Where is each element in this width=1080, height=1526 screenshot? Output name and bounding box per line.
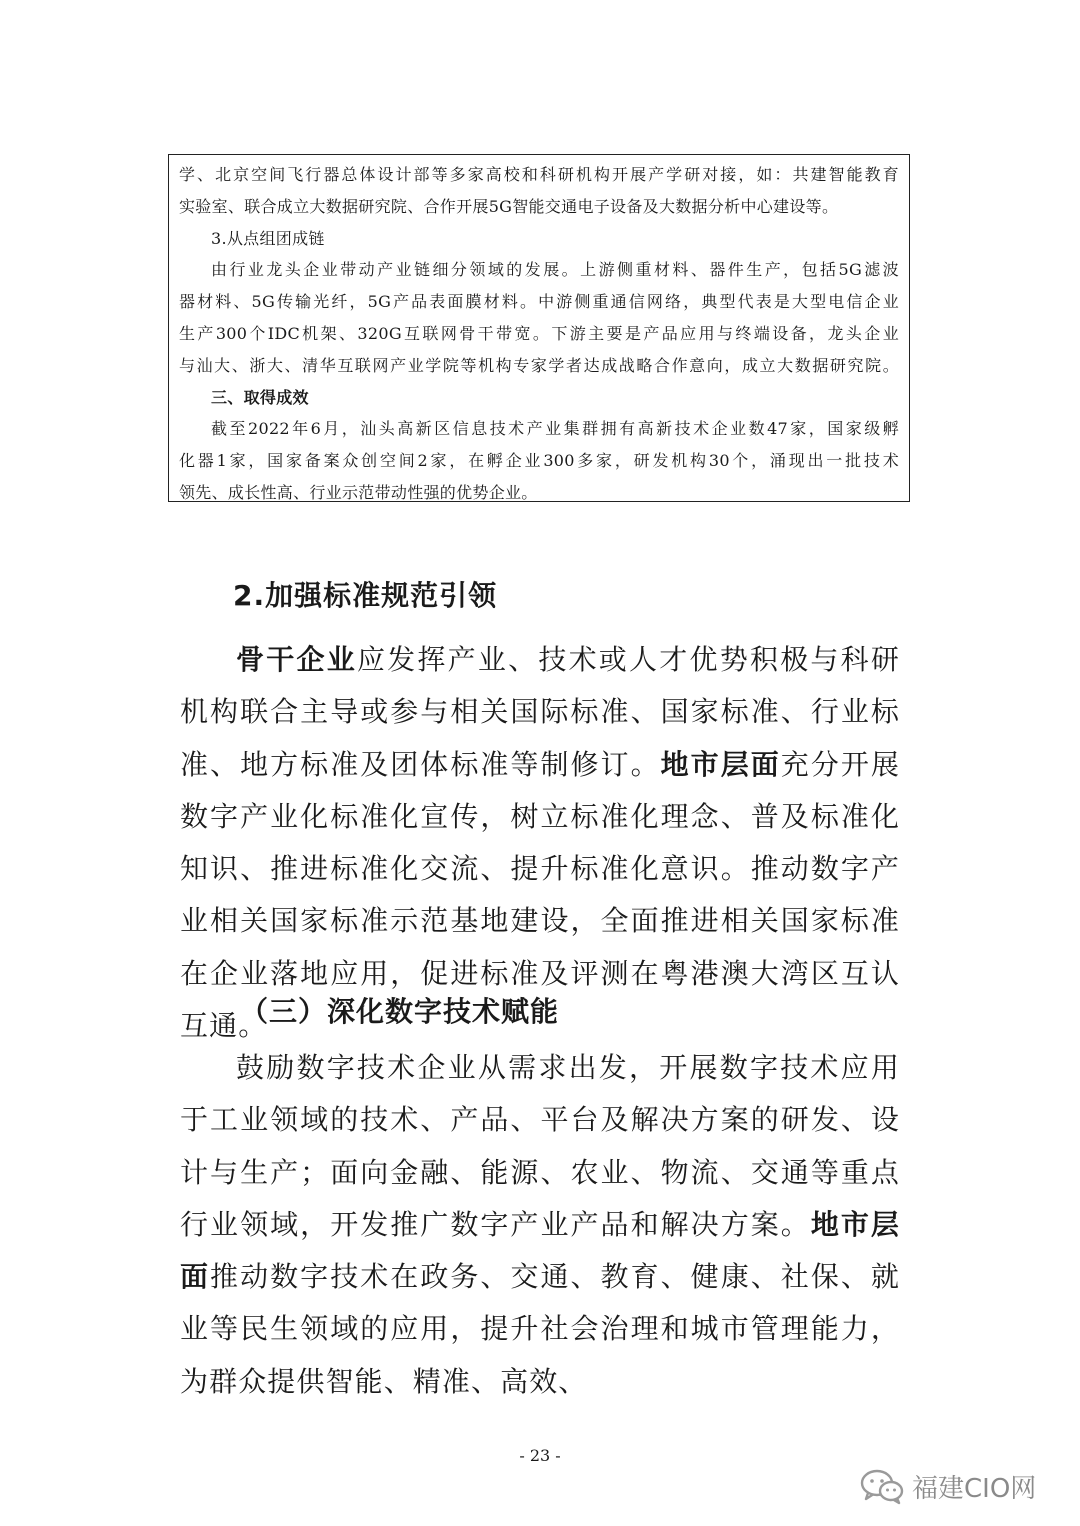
bold-lead-term: 地市层面	[660, 747, 781, 781]
section-heading-digital-tech: （三）深化数字技术赋能	[240, 995, 560, 1028]
bold-lead-term: 地市层面	[180, 1207, 900, 1294]
case-section-heading: 三、取得成效	[211, 387, 309, 407]
paragraph-text: 应发挥产业、技术或人才优势积极与科研机构联合主导或参与相关国际标准、国家标准、行业标准、地方标准及团体标准等制修订。	[180, 643, 900, 781]
digital-tech-paragraph	[180, 1042, 900, 1408]
case-subheading: 3.从点组团成链	[211, 228, 325, 248]
bold-lead-term: 骨干企业	[236, 643, 357, 676]
case-excerpt-box	[168, 154, 910, 502]
case-line: 器材料、5G传输光纤，5G产品表面膜材料。中游侧重通信网络，典型代表是大型电信企业	[179, 292, 899, 312]
paragraph-text: 充分开展数字产业化标准化宣传，树立标准化理念、普及标准化知识、推进标准化交流、提升标准化意识。推动数字产业相关国家标准示范基地建设，全面推进相关国家标准在企业落地应用，促进标准及评测在粤港澳大湾区互认互通。	[180, 747, 900, 1043]
paragraph-text: 鼓励数字技术企业从需求出发，开展数字技术应用于工业领域的技术、产品、平台及解决方案的研发、设计与生产；面向金融、能源、农业、物流、交通等重点行业领域，开发推广数字产业产品和解决方案。	[180, 1051, 900, 1241]
case-line: 由行业龙头企业带动产业链细分领域的发展。上游侧重材料、器件生产，包括5G滤波	[211, 260, 899, 280]
case-line: 截至2022年6月，汕头高新区信息技术产业集群拥有高新技术企业数47家，国家级孵	[211, 419, 899, 439]
case-line: 学、北京空间飞行器总体设计部等多家高校和科研机构开展产学研对接，如：共建智能教育	[179, 165, 899, 184]
case-line: 与汕大、浙大、清华互联网产业学院等机构专家学者达成战略合作意向，成立大数据研究院。	[179, 355, 899, 375]
page-number: - 23 -	[519, 1446, 561, 1465]
case-line: 生产300个IDC机架、320G互联网骨干带宽。下游主要是产品应用与终端设备，龙头企业	[179, 323, 899, 343]
section-heading-standards: 2.加强标准规范引领	[233, 579, 498, 612]
wechat-icon	[858, 1466, 906, 1506]
watermark	[858, 1466, 1036, 1506]
watermark-text: 福建CIO网	[912, 1473, 1037, 1504]
case-line: 领先、成长性高、行业示范带动性强的优势企业。	[179, 482, 538, 502]
case-line: 化器1家，国家备案众创空间2家，在孵企业300多家，研发机构30个，涌现出一批技术	[179, 451, 899, 471]
case-line: 实验室、联合成立大数据研究院、合作开展5G智能交通电子设备及大数据分析中心建设等。	[179, 196, 839, 216]
paragraph-text: 推动数字技术在政务、交通、教育、健康、社保、就业等民生领域的应用，提升社会治理和城市管理能力，为群众提供智能、精准、高效、	[180, 1260, 900, 1398]
